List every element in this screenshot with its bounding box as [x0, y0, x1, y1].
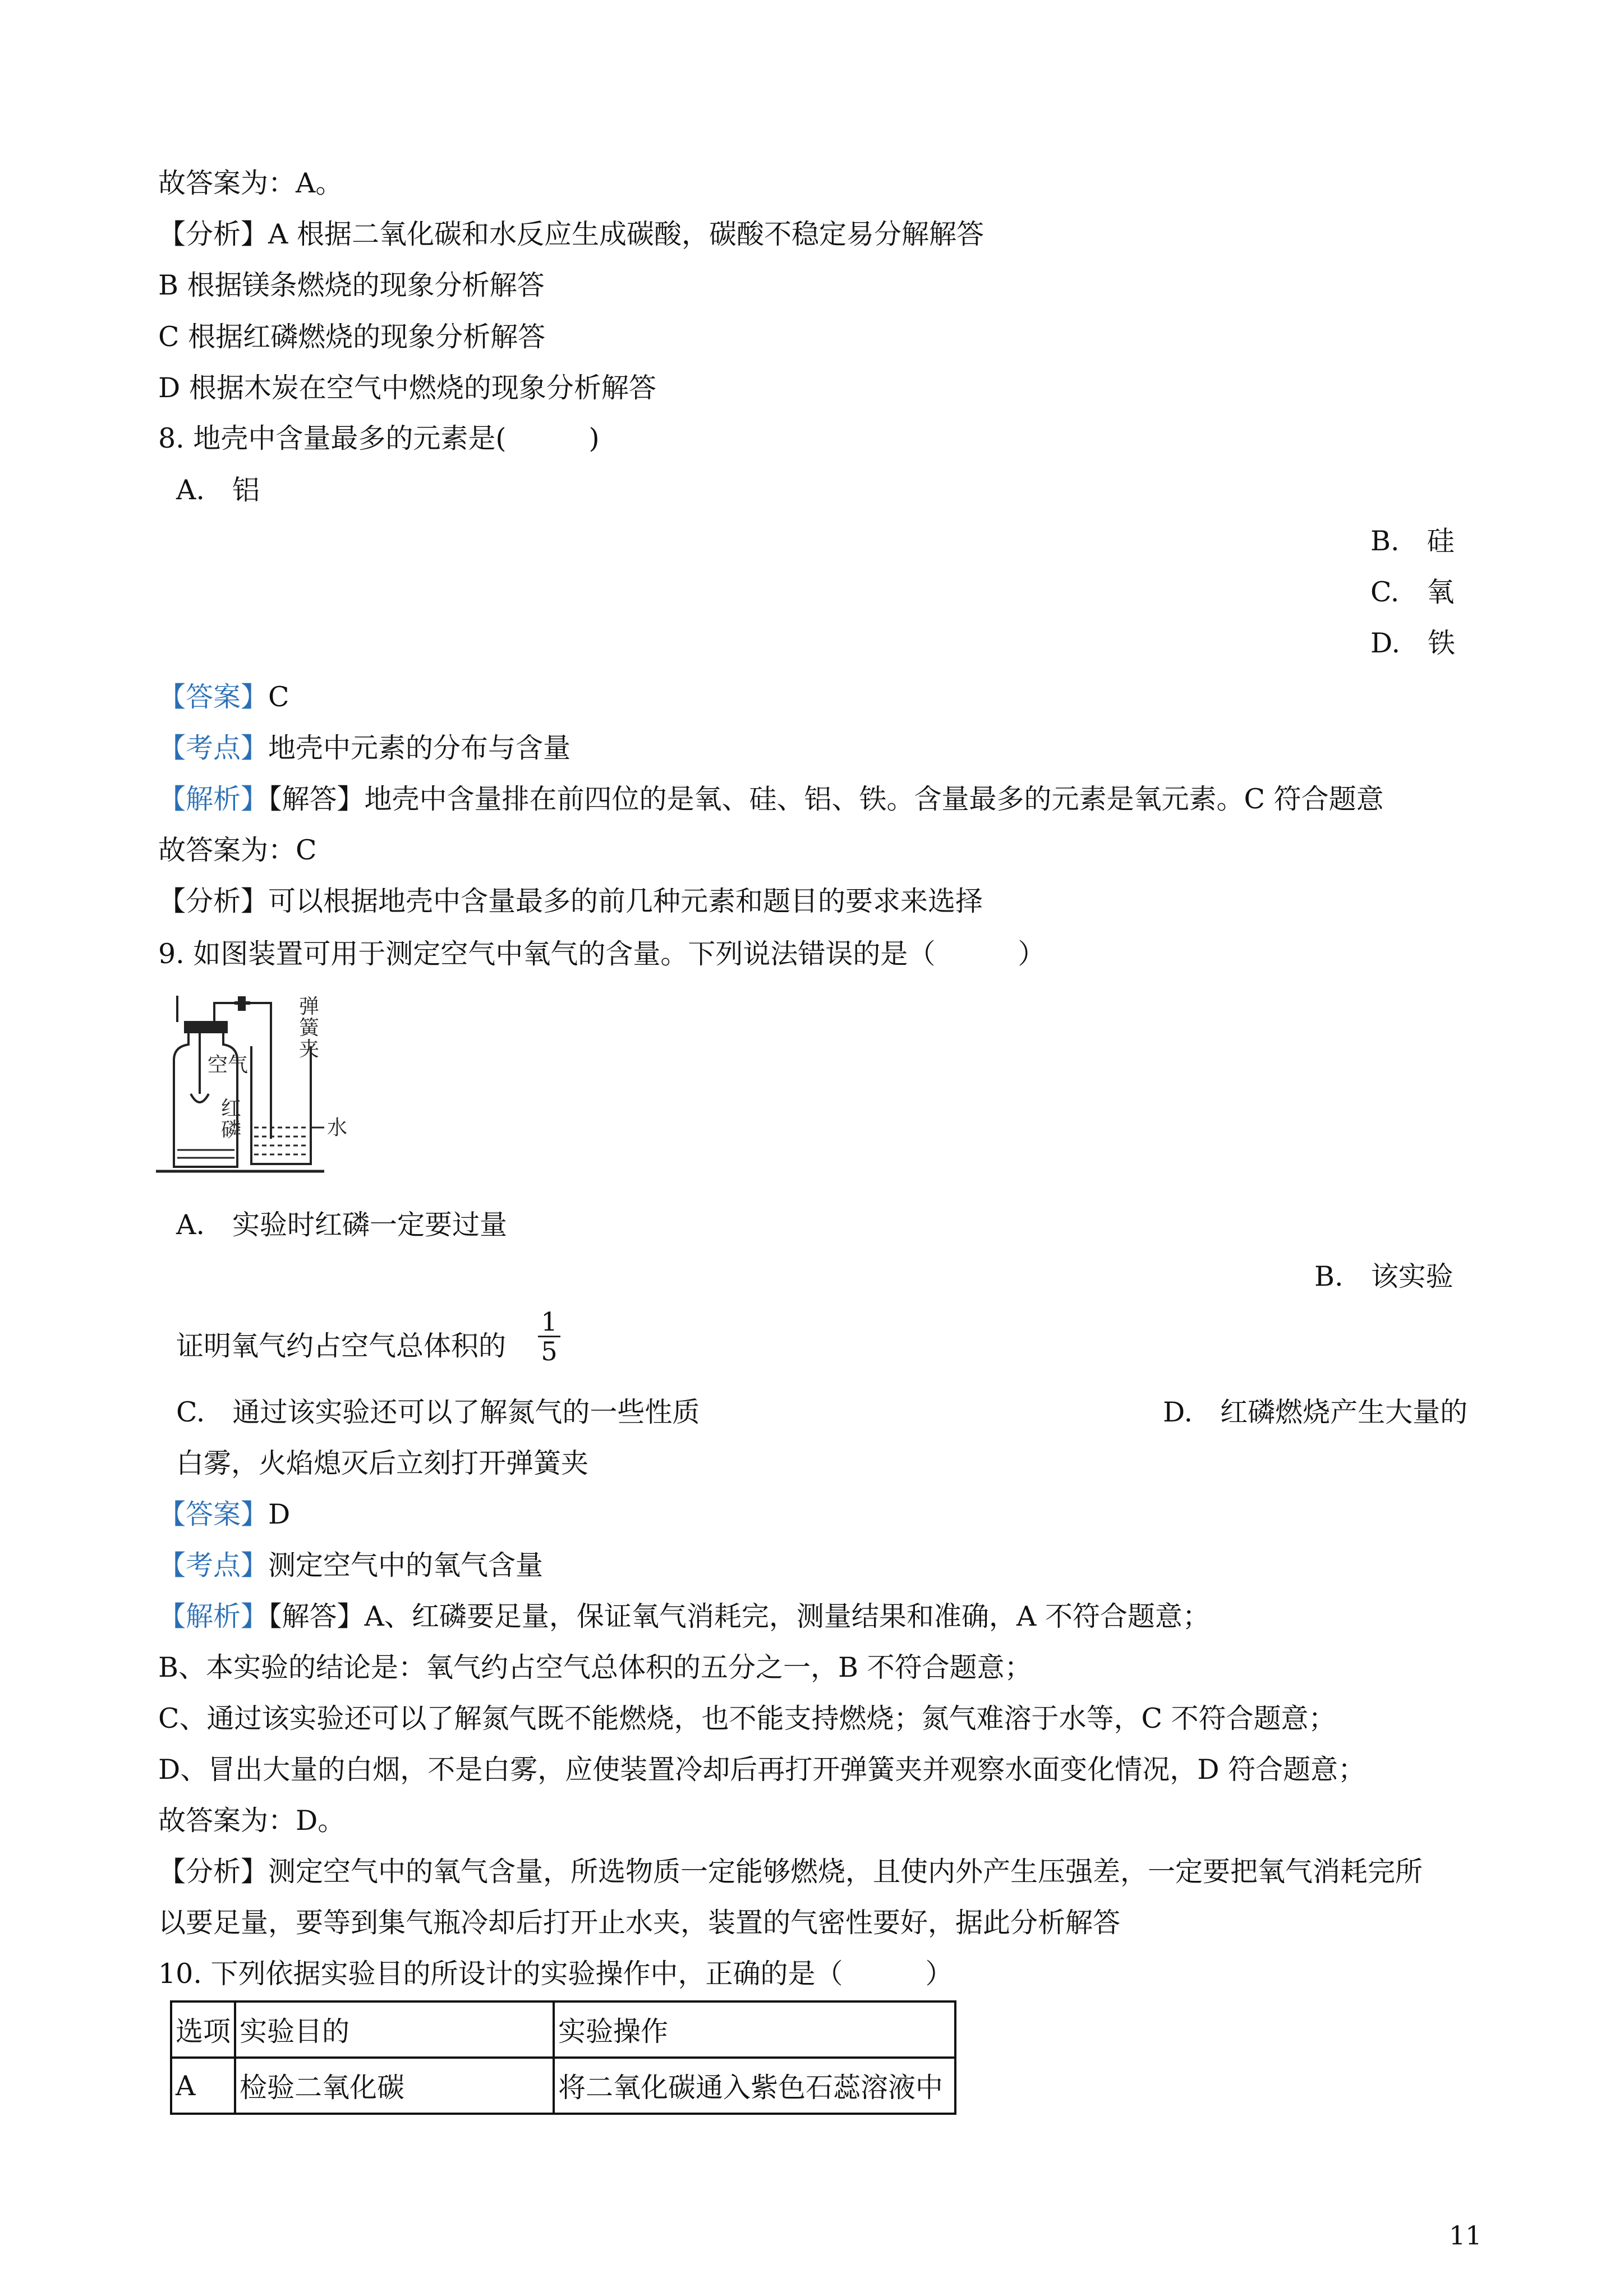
jiexi-tag: 【解析】 — [158, 783, 269, 815]
table-header-cell: 选项 — [171, 2001, 235, 2058]
kaodian-tag: 【考点】 — [158, 1549, 269, 1581]
answer-tag: 【答案】 — [158, 681, 269, 713]
q9-kaodian — [158, 1546, 543, 1585]
table-row — [171, 2058, 955, 2114]
fraction-numerator: 1 — [541, 1306, 558, 1337]
q8-option-d: D. 铁 — [1370, 627, 1456, 659]
fig-label-lin: 磷 — [221, 1119, 242, 1142]
answer-value: C — [268, 681, 289, 713]
q9-jiexi-b: B、本实验的结论是：氧气约占空气总体积的五分之一，B 不符合题意； — [158, 1651, 1032, 1683]
fig-label-jia: 夹 — [299, 1038, 320, 1061]
table-cell: 检验二氧化碳 — [235, 2058, 554, 2114]
fig-label-water: 水 — [327, 1116, 348, 1139]
question-9: 9. 如图装置可用于测定空气中氧气的含量。下列说法错误的是（ ） — [158, 938, 1046, 970]
line-c: C 根据红磷燃烧的现象分析解答 — [158, 321, 546, 353]
table-header-cell: 实验目的 — [235, 2001, 554, 2058]
q9-final-answer: 故答案为：D。 — [158, 1805, 346, 1837]
kaodian-tag: 【考点】 — [158, 732, 269, 764]
question-8: 8. 地壳中含量最多的元素是( ) — [158, 422, 600, 454]
fig-label-hong: 红 — [221, 1097, 242, 1120]
fenxi-tag: 【分析】 — [158, 1856, 269, 1888]
fig-label-air: 空气 — [208, 1053, 249, 1076]
question-10: 10. 下列依据实验目的所设计的实验操作中，正确的是（ ） — [158, 1958, 953, 1990]
analysis-text: A 根据二氧化碳和水反应生成碳酸，碳酸不稳定易分解解答 — [268, 218, 984, 250]
fenxi-text: 可以根据地壳中含量最多的前几种元素和题目的要求来选择 — [268, 885, 983, 917]
fraction-one-fifth — [538, 1306, 560, 1366]
line-b: B 根据镁条燃烧的现象分析解答 — [158, 269, 545, 301]
q9-option-b-cont: 证明氧气约占空气总体积的 — [176, 1330, 507, 1362]
q9-fenxi-cont: 以要足量，要等到集气瓶冷却后打开止水夹，装置的气密性要好，据此分析解答 — [158, 1907, 1121, 1939]
table-cell: A — [171, 2058, 235, 2114]
line-d: D 根据木炭在空气中燃烧的现象分析解答 — [158, 372, 656, 404]
q9-option-c: C. 通过该实验还可以了解氮气的一些性质 — [176, 1396, 700, 1428]
jiexi-text: 【解答】地壳中含量排在前四位的是氧、硅、铝、铁。含量最多的元素是氧元素。C 符合题意 — [268, 783, 1384, 815]
q9-jiexi — [158, 1597, 1210, 1636]
q8-kaodian — [158, 729, 571, 768]
fig-label-tan: 弹 — [299, 995, 320, 1018]
analysis-tag: 【分析】 — [158, 218, 269, 250]
line-answer-a: 故答案为：A。 — [158, 167, 343, 199]
fraction-denominator: 5 — [541, 1336, 558, 1366]
q9-jiexi-c: C、通过该实验还可以了解氮气既不能燃烧，也不能支持燃烧；氮气难溶于水等，C 不符合题意； — [158, 1703, 1336, 1734]
q8-answer — [158, 678, 289, 717]
line-analysis — [158, 215, 984, 254]
apparatus-figure — [156, 993, 369, 1184]
answer-tag: 【答案】 — [158, 1498, 269, 1530]
jiexi-tag: 【解析】 — [158, 1600, 269, 1632]
q8-jiexi — [158, 780, 1384, 819]
q9-option-b: B. 该实验 — [1314, 1260, 1453, 1292]
q9-jiexi-d: D、冒出大量的白烟，不是白雾，应使装置冷却后再打开弹簧夹并观察水面变化情况，D 符合题意； — [158, 1754, 1366, 1786]
q9-option-d-cont: 白雾，火焰熄灭后立刻打开弹簧夹 — [176, 1447, 589, 1479]
fig-label-huang: 簧 — [299, 1016, 320, 1039]
q9-answer — [158, 1495, 290, 1534]
fenxi-tag: 【分析】 — [158, 885, 269, 917]
options-table — [170, 2000, 956, 2115]
table-header-cell: 实验操作 — [554, 2001, 955, 2058]
q9-fenxi — [158, 1852, 1423, 1892]
jiexi-text: 【解答】A、红磷要足量，保证氧气消耗完，测量结果和准确，A 不符合题意； — [268, 1600, 1210, 1632]
kaodian-text: 地壳中元素的分布与含量 — [268, 732, 571, 764]
q8-option-a: A. 铝 — [176, 474, 260, 506]
q9-option-a: A. 实验时红磷一定要过量 — [176, 1209, 507, 1241]
page-number: 11 — [1449, 2220, 1482, 2251]
q8-fenxi — [158, 882, 983, 921]
fenxi-text: 测定空气中的氧气含量，所选物质一定能够燃烧，且使内外产生压强差，一定要把氧气消耗完所 — [268, 1856, 1423, 1888]
table-cell: 将二氧化碳通入紫色石蕊溶液中 — [554, 2058, 955, 2114]
table-header-row — [171, 2001, 955, 2058]
answer-value: D — [268, 1498, 291, 1530]
q8-final-answer: 故答案为：C — [158, 834, 317, 866]
q9-option-d: D. 红磷燃烧产生大量的 — [1163, 1396, 1468, 1428]
kaodian-text: 测定空气中的氧气含量 — [268, 1549, 544, 1581]
q8-option-c: C. 氧 — [1370, 576, 1455, 608]
q8-option-b: B. 硅 — [1370, 525, 1455, 557]
